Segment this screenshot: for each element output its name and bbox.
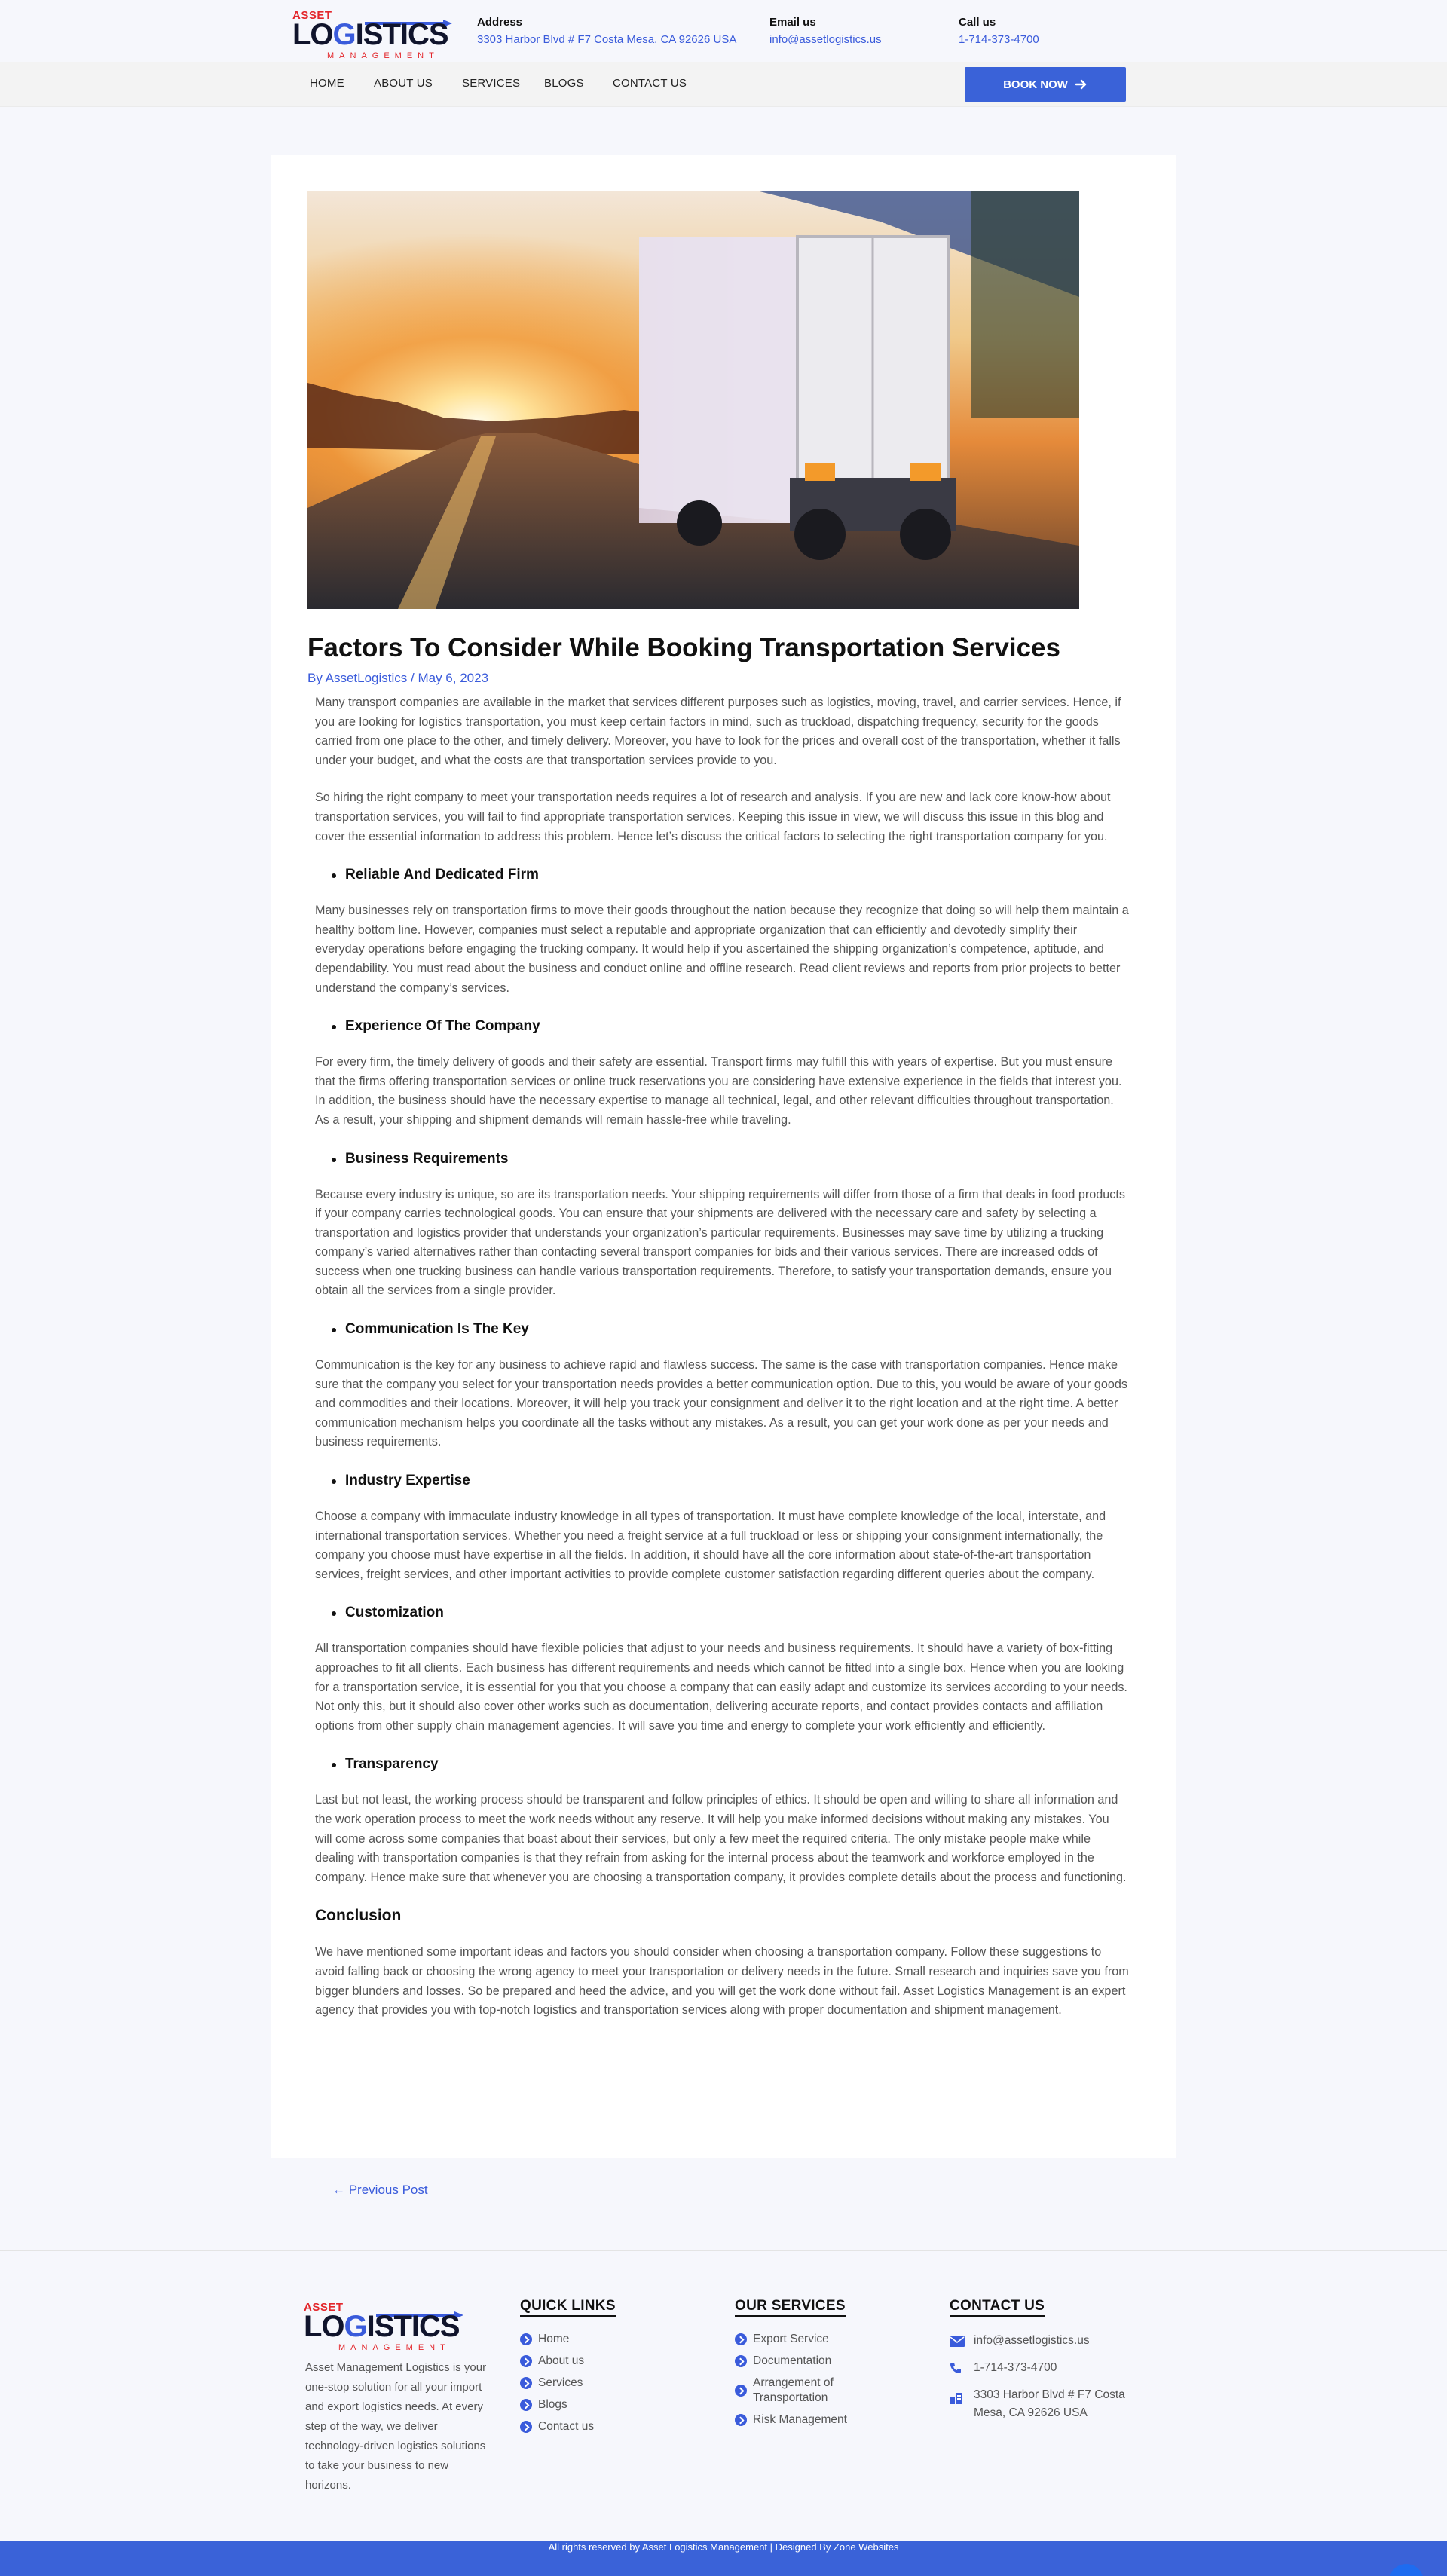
section-heading: Customization xyxy=(315,1603,1129,1623)
chevron-right-icon xyxy=(520,2377,532,2389)
conclusion-body: We have mentioned some important ideas and factors you should consider when choosing a transportation company. Follow these suggestions to avoid falling back or choosing the wrong agency to meet your transportation or delivery needs in the future. Small research and inquiries save you from bigger blunders and losses. So be prepared and heed the advice, and you will get the work done without fail. Asset Logistics Management is an expert agency that provides you with top-notch logistics and transportation services along with proper documentation and shipment management. xyxy=(315,1945,1129,2018)
top-info-bar xyxy=(0,0,1447,62)
main-navigation xyxy=(0,62,1447,107)
section-body: Choose a company with immaculate industry knowledge in all types of transportation. It must have complete knowledge of the local, interstate, and international transportation services. Whether you need a freight service at a full truckload or less or shipping your consignment internationally, the company you choose must have expertise in all the fields. In addition, it should have all the core information about state-of-the-art transportation services, freight services, and other important activities to provide complete customer satisfaction regarding different queries about the company. xyxy=(315,1510,1106,1581)
section-body: Many businesses rely on transportation firms to move their goods throughout the nation because they recognize that doing so will help them maintain a healthy bottom line. However, companies must select a reputable and appropriate organization that can efficiently and devotedly simplify their everyday operations before engaging the trucking company. It would help if you ascertained the shipping organization’s competence, aptitude, and dependability. You must read about the business and conduct online and offline research. Read client reviews and reports from prior projects to better understand the company’s services. xyxy=(315,904,1129,995)
copyright-text: All rights reserved by Asset Logistics Management | Designed By Zone Websites xyxy=(548,2541,899,2553)
section-heading: Industry Expertise xyxy=(315,1471,1129,1491)
footer-service-risk[interactable]: Risk Management xyxy=(735,2412,848,2428)
nav-about-us[interactable]: ABOUT US xyxy=(374,77,433,90)
post-content xyxy=(315,693,1129,2021)
email-link[interactable]: info@assetlogistics.us xyxy=(769,33,882,46)
footer-link-services[interactable]: Services xyxy=(520,2376,616,2391)
section-heading: Transparency xyxy=(315,1755,1129,1774)
footer-contact-address: 3303 Harbor Blvd # F7 Costa Mesa, CA 92626 USA xyxy=(950,2386,1146,2422)
footer-link-home[interactable]: Home xyxy=(520,2332,616,2347)
header-email xyxy=(769,14,882,49)
nav-contact-us[interactable]: CONTACT US xyxy=(613,77,687,90)
nav-blogs[interactable]: BLOGS xyxy=(544,77,584,90)
header-address xyxy=(477,14,736,49)
intro-paragraph: So hiring the right company to meet your transportation needs requires a lot of research and analysis. If you are new and lack core know-how about transportation services, you will fail to find appropriate transportation services. Keeping this issue in view, we will discuss this issue in this blog and cover the essential information to address this problem. Hence let’s discuss the critical factors to selecting the right transportation company for you. xyxy=(315,791,1111,843)
post-title: Factors To Consider While Booking Transportation Services xyxy=(307,633,1060,662)
post-date: May 6, 2023 xyxy=(418,671,489,685)
footer-quick-links xyxy=(520,2298,616,2441)
footer-service-transportation[interactable]: Arrangement of Transportation xyxy=(735,2376,848,2406)
footer-about-text: Asset Management Logistics is your one-stop solution for all your import and export logistics needs. At every step of the way, we deliver technology-driven logistics solutions to take your business to new horizons. xyxy=(305,2361,487,2492)
copyright-bar xyxy=(0,2541,1447,2576)
hero-image-truck-sunset xyxy=(307,191,1079,609)
chevron-right-icon xyxy=(520,2421,532,2433)
services-title: OUR SERVICES xyxy=(735,2298,846,2317)
chevron-right-icon xyxy=(520,2333,532,2345)
article-card xyxy=(271,155,1176,2158)
header-call xyxy=(959,14,1039,49)
footer-service-documentation[interactable]: Documentation xyxy=(735,2354,848,2369)
footer-link-about[interactable]: About us xyxy=(520,2354,616,2369)
section-body: For every firm, the timely delivery of goods and their safety are essential. Transport firms may fulfill this with years of expertise. But you must ensure that the firms offering transportation services or online truck reservations you are considering have extensive experience in the fields that interest you. In addition, the business should have the necessary expertise to manage all technical, legal, and other relevant difficulties throughout transportation. As a result, your shipping and shipment demands will remain hassle-free while traveling. xyxy=(315,1055,1122,1127)
previous-post-link[interactable]: ← Previous Post xyxy=(332,2183,428,2197)
email-label: Email us xyxy=(769,16,816,29)
chevron-right-icon xyxy=(520,2355,532,2367)
address-value: 3303 Harbor Blvd # F7 Costa Mesa, CA 92626 USA xyxy=(477,33,737,46)
arrow-right-icon xyxy=(1075,79,1088,90)
contact-title: CONTACT US xyxy=(950,2298,1045,2317)
meta-separator: / xyxy=(407,671,418,685)
footer-service-export[interactable]: Export Service xyxy=(735,2332,848,2347)
phone-link[interactable]: 1-714-373-4700 xyxy=(959,33,1039,46)
chevron-right-icon xyxy=(735,2414,747,2426)
section-heading: Communication Is The Key xyxy=(315,1320,1129,1339)
conclusion-heading: Conclusion xyxy=(315,1907,402,1925)
logo-wordmark: LOGISTICS xyxy=(304,2310,460,2343)
footer-contact xyxy=(950,2298,1146,2431)
logo-management-text: MANAGEMENT xyxy=(327,51,439,60)
section-heading: Reliable And Dedicated Firm xyxy=(315,865,1129,885)
footer-link-blogs[interactable]: Blogs xyxy=(520,2397,616,2412)
section-heading: Business Requirements xyxy=(315,1149,1129,1169)
address-label: Address xyxy=(477,16,523,29)
quick-links-title: QUICK LINKS xyxy=(520,2298,616,2317)
site-footer xyxy=(0,2250,1447,2541)
author-link[interactable]: AssetLogistics xyxy=(325,671,408,685)
logo-asset-text: ASSET xyxy=(292,9,332,22)
nav-home[interactable]: HOME xyxy=(310,77,344,90)
chevron-right-icon xyxy=(735,2355,747,2367)
footer-services xyxy=(735,2298,848,2434)
chevron-right-icon xyxy=(520,2399,532,2411)
post-meta xyxy=(307,671,488,686)
meta-by: By xyxy=(307,671,326,685)
call-label: Call us xyxy=(959,16,996,29)
envelope-icon xyxy=(950,2335,965,2353)
intro-paragraph: Many transport companies are available in the market that services different purposes such as logistics, moving, travel, and carrier services. Hence, if you are looking for logistics transportation, you must keep certain factors in mind, such as truckload, dispatching frequency, security for the goods carried from one place to the other, and timely delivery. Moreover, you have to look for the prices and overall cost of the transportation, whether it falls under your budget, and what the costs are that transportation services provide to you. xyxy=(315,696,1121,767)
header-logo[interactable] xyxy=(292,9,448,60)
section-body: Communication is the key for any business to achieve rapid and flawless success. The same is the case with transportation companies. Hence make sure that the company you select for your transportation needs provides a better communication option. Due to this, you would be aware of your goods and commodities and their locations. Moreover, it will help you track your consignment and deliver it to the right location and at the right time. A better communication mechanism helps you coordinate all the tasks without any mistakes. As a result, you can get your work done as per your needs and business requirements. xyxy=(315,1358,1127,1449)
nav-services[interactable]: SERVICES xyxy=(462,77,521,90)
footer-logo[interactable] xyxy=(304,2301,463,2352)
section-heading: Experience Of The Company xyxy=(315,1017,1129,1036)
book-now-label: BOOK NOW xyxy=(1003,78,1068,91)
footer-contact-phone[interactable]: 1-714-373-4700 xyxy=(950,2359,1146,2377)
logo-management-text: MANAGEMENT xyxy=(338,2343,451,2352)
building-icon xyxy=(950,2392,963,2410)
section-body: All transportation companies should have flexible policies that adjust to your needs and business requirements. It should have a variety of box-fitting approaches to fit all clients. Each business has different requirements and needs which cannot be fitted into a single box. Hence when you are looking for a transportation service, it is essential for you that you choose a company that can easily adapt and customize its services according to your needs. Not only this, but it should also cover other works such as documentation, delivering accurate reports, and contact provides contacts and affiliation options from other supply chain management agencies. It will save you time and energy to complete your work efficiently and efficiently. xyxy=(315,1641,1127,1733)
logo-asset-text: ASSET xyxy=(304,2301,344,2314)
footer-contact-email[interactable]: info@assetlogistics.us xyxy=(950,2332,1146,2350)
chevron-right-icon xyxy=(735,2385,747,2397)
phone-icon xyxy=(950,2362,962,2380)
logo-wordmark: LOGISTICS xyxy=(292,18,448,51)
book-now-button[interactable] xyxy=(965,67,1126,102)
section-body: Because every industry is unique, so are its transportation needs. Your shipping requirements will differ from those of a firm that deals in food products if your company carries technological goods. You can ensure that your shipments are delivered with the necessary care and safety by selecting a transportation and logistics provider that understands your organization’s particular requirements. Businesses may save time by utilizing a trucking company’s varied alternatives rather than contacting several transport companies for bids and their various services. There are increased odds of success when one trucking business can handle various transportation requirements. Therefore, to satisfy your transportation demands, ensure you obtain all the services from a single provider. xyxy=(315,1187,1125,1298)
chevron-right-icon xyxy=(735,2333,747,2345)
footer-link-contact[interactable]: Contact us xyxy=(520,2419,616,2434)
section-body: Last but not least, the working process should be transparent and follow principles of ethics. It should be open and willing to share all information and the work operation process to meet the work needs without any reserve. It will help you make informed decisions without making any mistakes. You will come across some companies that boast about their services, but only a few meet the required criteria. The only mistake people make while dealing with transportation companies is that they refrain from asking for the internal process about the teamwork and workforce employed in the company. Hence make sure that whenever you are choosing a transportation company, it provides complete details about the process and functioning. xyxy=(315,1793,1127,1884)
